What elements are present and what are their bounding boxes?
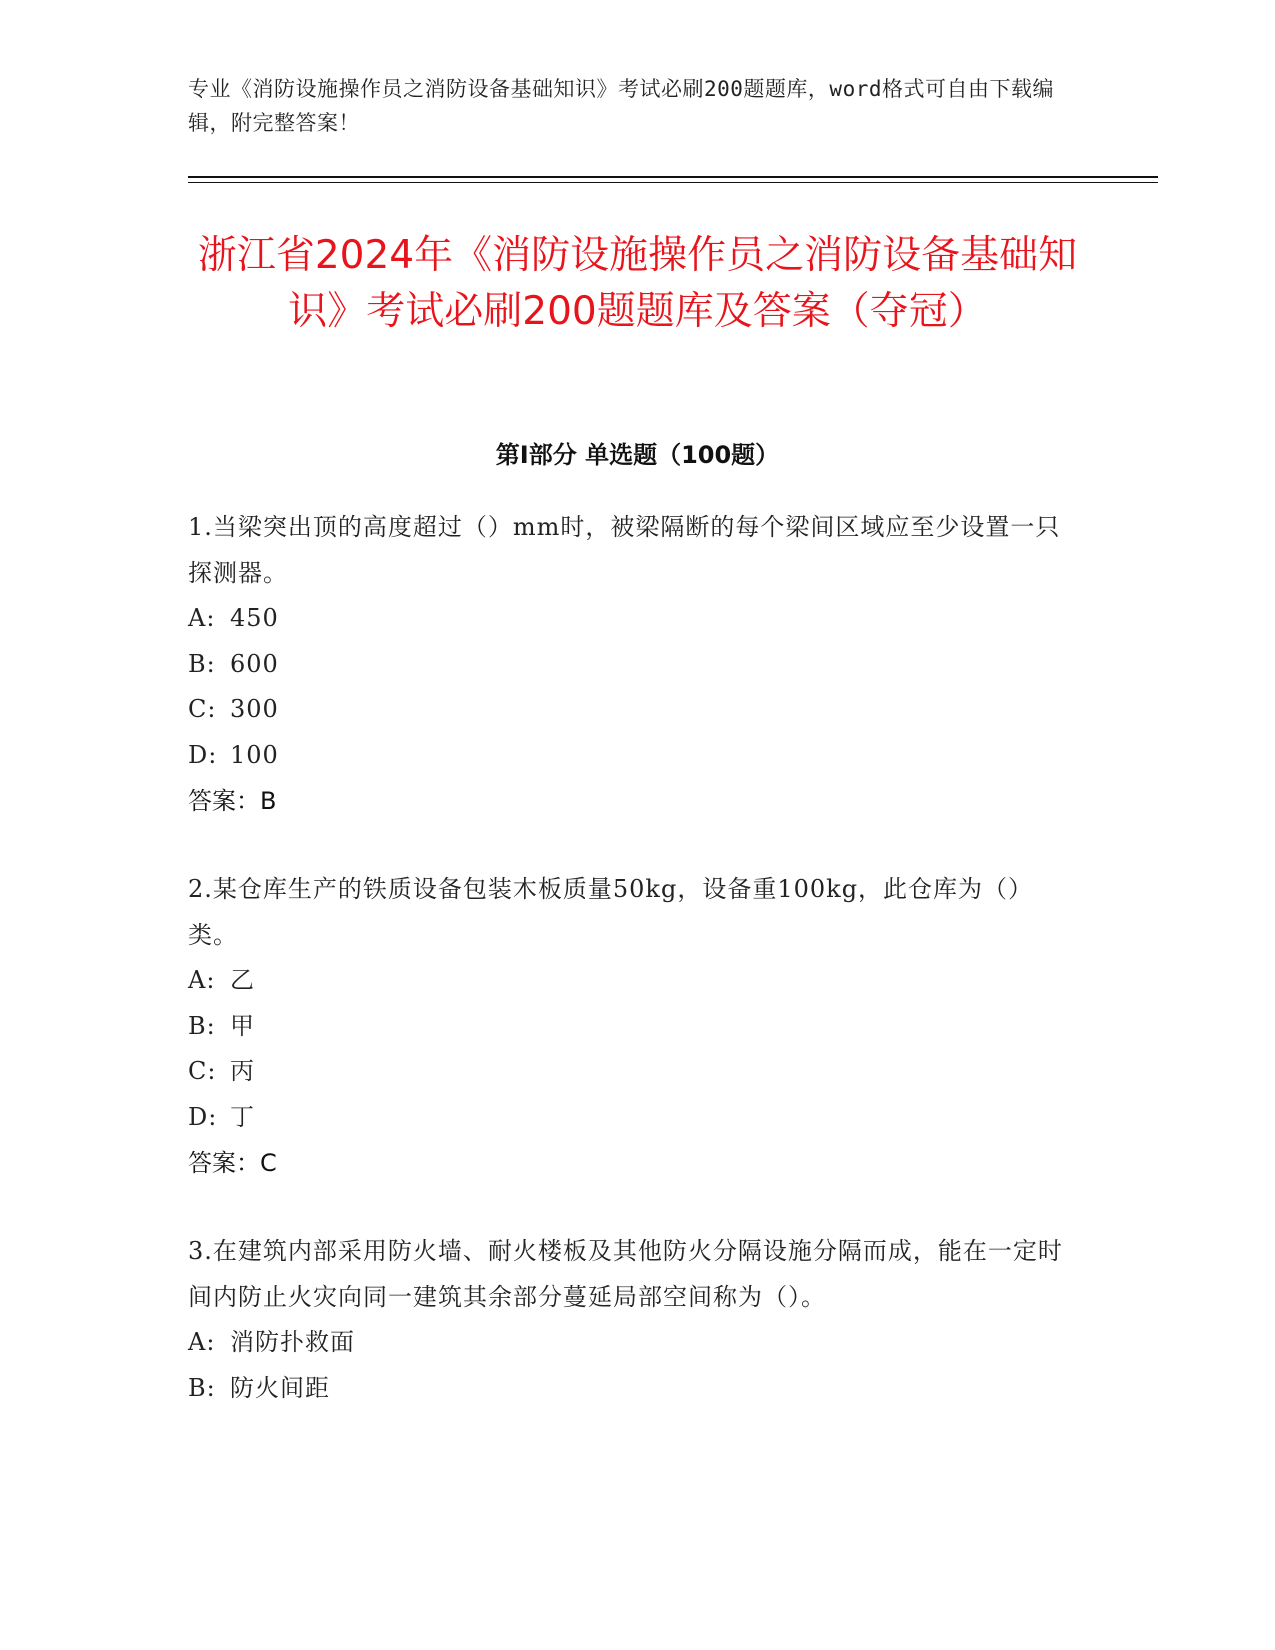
option-c [188,687,1068,733]
option-text: 消防扑救面 [230,1328,355,1356]
option-text: 300 [230,695,279,723]
option-text: 450 [230,604,279,632]
option-a [188,596,1068,642]
option-text: 乙 [230,966,255,994]
option-text: 防火间距 [230,1373,330,1402]
question-stem: 1.当梁突出顶的高度超过（）mm时，被梁隔断的每个梁间区域应至少设置一只探测器。 [188,513,1061,587]
option-text: 丙 [230,1057,255,1085]
question-2 [188,866,1068,1186]
option-c [188,1049,1068,1095]
option-text: 100 [230,740,279,769]
answer-label: 答案：B [188,787,277,815]
option-key: A: [188,966,216,994]
document-title: 浙江省2024年《消防设施操作员之消防设备基础知识》考试必刷200题题库及答案（夺冠） [197,233,1078,334]
header-note: 专业《消防设施操作员之消防设备基础知识》考试必刷200题题库，word格式可自由下载编辑，附完整答案！ [188,77,1054,135]
option-b [188,1366,1068,1412]
option-key: C: [188,695,217,723]
option-key: B: [188,1011,216,1040]
question-stem: 2.某仓库生产的铁质设备包装木板质量50kg，设备重100kg，此仓库为（）类。 [188,875,1034,949]
question-3 [188,1228,1068,1411]
option-key: A: [188,1328,216,1356]
option-text: 甲 [230,1011,255,1040]
header-divider-thin [188,182,1158,183]
section-heading: 第Ⅰ部分 单选题（100题） [495,441,780,469]
option-b [188,1004,1068,1050]
question-stem: 3.在建筑内部采用防火墙、耐火楼板及其他防火分隔设施分隔而成，能在一定时间内防止火灾向同一建筑其余部分蔓延局部空间称为（）。 [188,1237,1063,1311]
option-key: D: [188,740,218,769]
option-a [188,958,1068,1004]
option-key: D: [188,1102,218,1131]
header-divider [188,176,1158,178]
option-b [188,642,1068,688]
question-1 [188,504,1068,824]
option-d [188,1095,1068,1141]
option-key: B: [188,1373,216,1402]
option-key: A: [188,604,216,632]
option-text: 丁 [230,1102,255,1131]
option-key: C: [188,1057,217,1085]
option-key: B: [188,649,216,678]
option-text: 600 [230,649,279,678]
option-d [188,733,1068,779]
option-a [188,1320,1068,1366]
answer-label: 答案：C [188,1149,277,1177]
